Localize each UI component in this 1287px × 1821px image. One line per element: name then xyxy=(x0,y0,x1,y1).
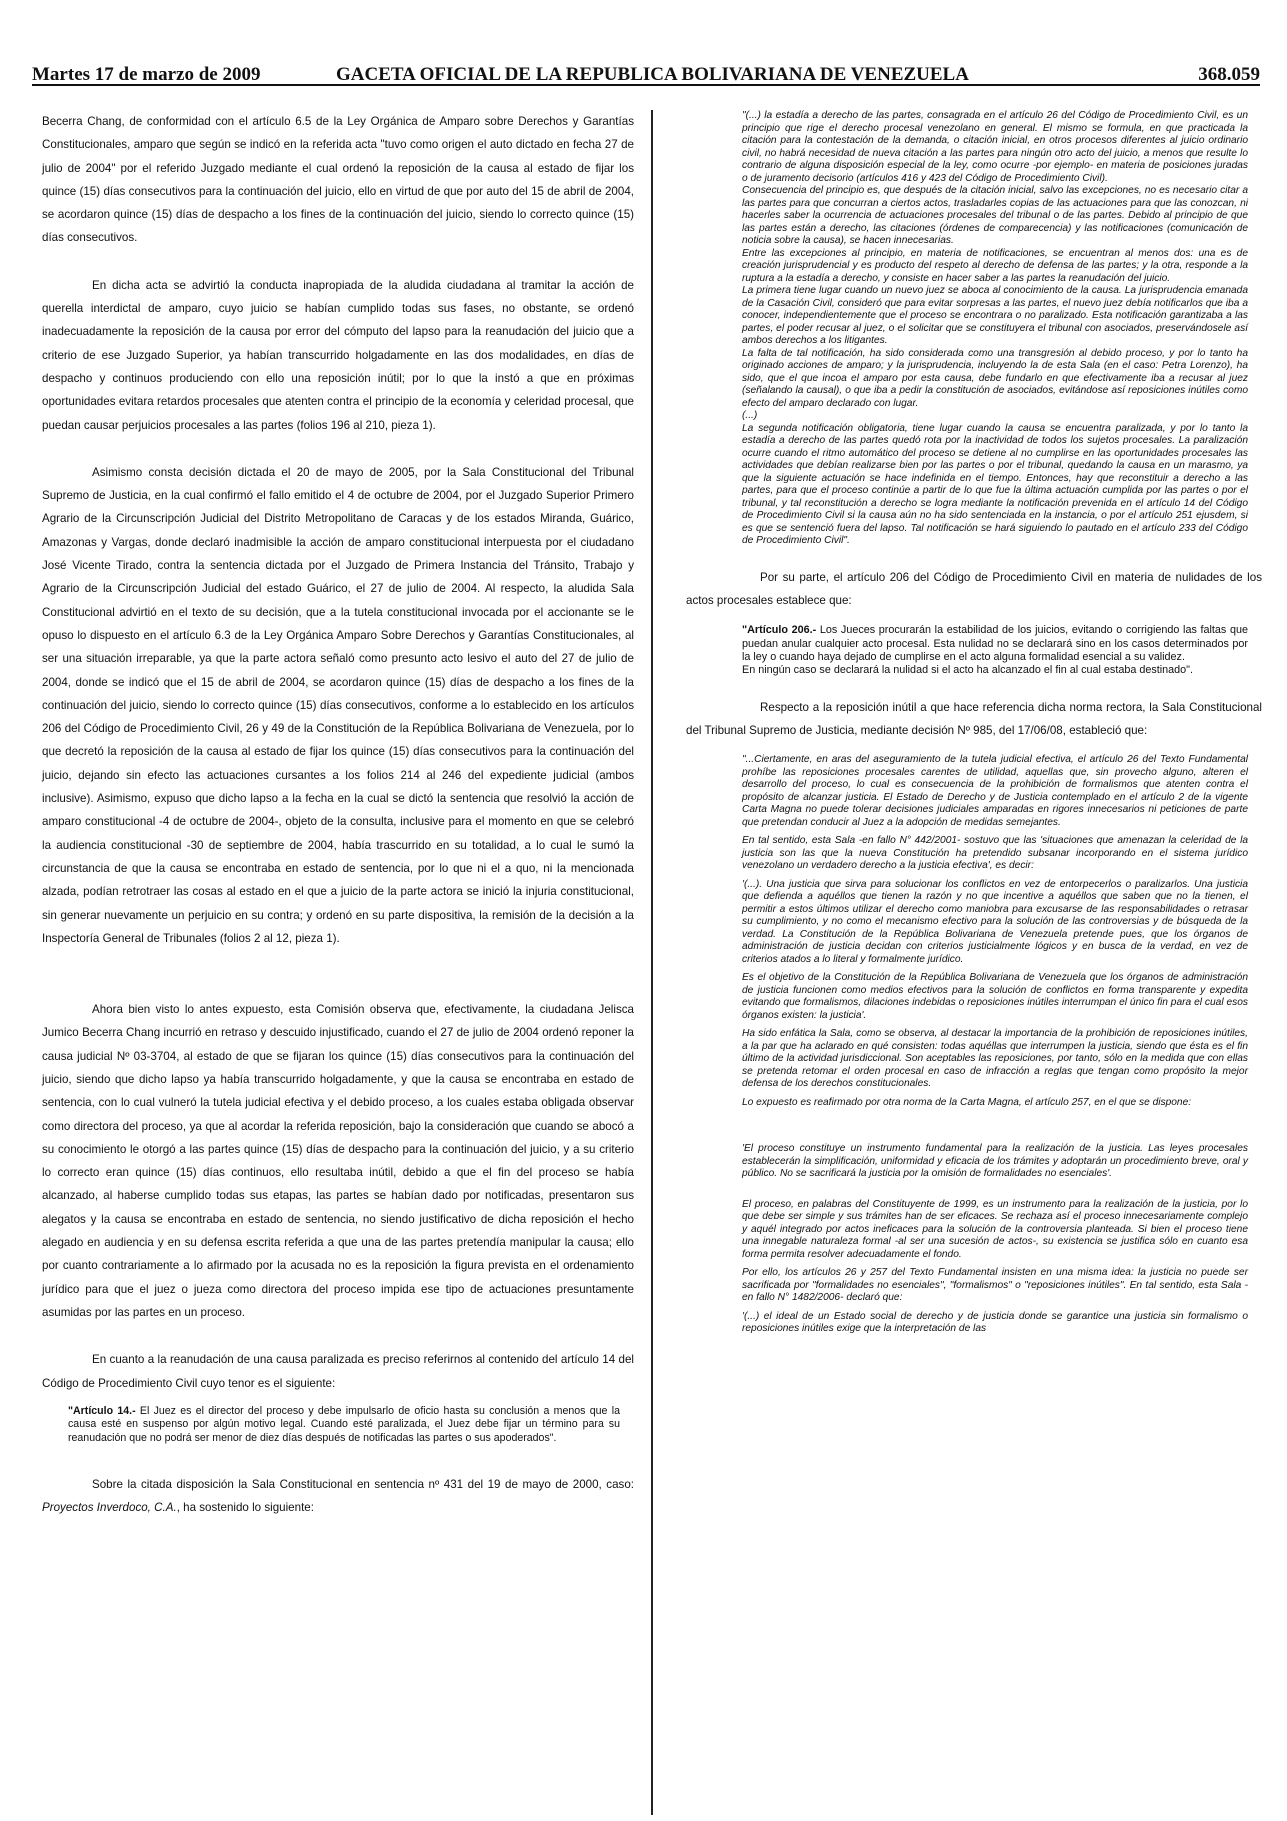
left-column xyxy=(42,110,634,1520)
quote-paragraph: (...) xyxy=(742,410,758,421)
article-206-quote xyxy=(742,624,1248,678)
quote-body: El Juez es el director del proceso y debe impulsarlo de oficio hasta su conclusión a menos que la causa esté en suspenso por algún motivo legal. Cuando esté paralizada, el Juez debe fijar un término para su reanudación que no podrá ser menor de diez días después de notificadas las partes o sus apoderados". xyxy=(68,1404,620,1444)
paragraph: En dicha acta se advirtió la conducta inapropiada de la aludida ciudadana al tramitar la acción de querella interdictal de amparo, cuyo juicio se habían cumplido todas sus fases, no obstante, se ordenó inadecuadamente la reposición de la causa por error del cómputo del lapso para la reanudación del juicio que a criterio de ese Juzgado Superior, ya habían transcurrido holgadamente en las dos modalidades, en días de despacho y continuos produciendo con ello una reposición inútil; por lo que la instó a que en próximas oportunidades evitara retardos procesales que atenten contra el principio de la economía y celeridad procesal, que puedan causar perjuicios procesales a las partes (folios 196 al 210, pieza 1). xyxy=(42,278,634,432)
quote-paragraph: En tal sentido, esta Sala -en fallo N° 442/2001- sostuvo que las 'situaciones que amenazan la celeridad de la justicia son las que la nueva Constitución ha pretendido subsanar incorporando en el sistema jurídico venezolano un verdadero derecho a la justicia efectiva', es decir: xyxy=(742,835,1248,872)
quote-paragraph: Entre las excepciones al principio, en materia de notificaciones, se encuentran al menos dos: una es de creación jurisprudencial y es producto del respeto al derecho de defensa de las partes; y la otra, responde a la ruptura a la estadía a derecho, y consiste en hacer saber a las partes la reanudación del juicio. xyxy=(742,247,1248,284)
jurisprudence-quote xyxy=(686,110,1262,548)
case-name: Proyectos Inverdoco, C.A. xyxy=(42,1501,177,1515)
quote-heading: "Artículo 206.- xyxy=(742,624,817,637)
quote-paragraph: La falta de tal notificación, ha sido considerada como una transgresión al debido proceso, y por lo tanto ha originado acciones de amparo; y la jurisprudencia, incluyendo la de esta Sala (en el caso: Petra Lorenzo), ha sido, que el que incoa el amparo por esta causa, debe fundarlo en que efectivamente iba a recusar al juez (señalando la causal), o que iba a pedir la constitución de asociados, evitándose así reposiciones inútiles como efecto del amparo declarado con lugar. xyxy=(742,347,1248,409)
quote-paragraph: "(...) la estadía a derecho de las partes, consagrada en el artículo 26 del Código de Procedimiento Civil, es un principio que rige el derecho procesal venezolano en general. El mismo se formula, en que practicada la citación para la contestación de la demanda, o citación inicial, en otros procesos diferentes al juicio ordinario civil, no habrá necesidad de nueva citación a las partes para ningún otro acto del juicio, a menos que resulte lo contrario de alguna disposición especial de la ley, como ocurre -por ejemplo- en materia de posiciones juradas o de juramento decisorio (artículos 416 y 423 del Código de Procedimiento Civil). xyxy=(742,110,1248,184)
paragraph: Asimismo consta decisión dictada el 20 de mayo de 2005, por la Sala Constitucional del Tribunal Supremo de Justicia, en la cual confirmó el fallo emitido el 4 de octubre de 2004, por el Juzgado Superior Primero Agrario de la Circunscripción Judicial del Distrito Metropolitano de Caracas y de los estados Miranda, Guárico, Amazonas y Vargas, donde declaró inadmisible la acción de amparo constitucional interpuesta por el ciudadano José Vicente Tirado, contra la sentencia dictada por el Juzgado de Primera Instancia del Tránsito, Trabajo y Agrario de la Circunscripción Judicial del estado Guárico, el 27 de julio de 2004. Al respecto, la aludida Sala Constitucional advirtió en el texto de su decisión, que a la tutela constitucional invocada por el accionante se le opuso lo dispuesto en el artículo 6.3 de la Ley Orgánica Amparo Sobre Derechos y Garantías Constitucionales, al ser una situación irreparable, ya que la parte actora señaló como presunto acto lesivo el auto del 27 de julio de 2004, donde se indicó que el 15 de abril de 2004, se acordaron quince (15) días de despacho a los fines de la continuación del juicio, siendo lo correcto quince (15) días consecutivos, conforme a lo establecido en los artículos 206 del Código de Procedimiento Civil, 26 y 49 de la Constitución de la República Bolivariana de Venezuela, por lo que decretó la reposición de la causa al estado de fijar los quince (15) días consecutivos para la continuación del juicio, dejando sin efecto las actuaciones cursantes a los folios 214 al 246 del expediente judicial (ambos inclusive). Asimismo, expuso que dicho lapso a la fecha en la cual se dictó la sentencia que resolvió la acción de amparo constitucional -4 de octubre de 2004-, objeto de la consulta, inclusive para el momento en que se celebró la audiencia constitucional -30 de septiembre de 2004, había trascurrido en su totalidad, a lo cual le sumó la circunstancia de que la causa se encontraba en estado de sentencia, por lo que ni el a quo, ni la mencionada alzada, podían retrotraer las cosas al estado en el que a juicio de la parte actora se inició la injuria constitucional, sin generar nuevamente un perjuicio en su contra; y ordenó en su parte dispositiva, la remisión de la decisión a la Inspectoría General de Tribunales (folios 2 al 12, pieza 1). xyxy=(42,465,634,945)
quote-paragraph: '(...). Una justicia que sirva para solucionar los conflictos en vez de entorpecerlos o paralizarlos. Una justicia que defienda a aquéllos que tienen la razón y no que incentive a aquéllos que saben que no la tienen, el permitir a estos últimos utilizar el derecho como maniobra para excusarse de las responsabilidades o retrasar su cumplimiento, y no como el mecanismo efectivo para la solución de las controversias y de búsqueda de la verdad. La Constitución de la República Bolivariana de Venezuela pretende pues, que los órganos de administración de justicia decidan con criterios justicialmente lógicos y en busca de la verdad, en vez de criterios atados a lo literal y formalmente jurídico. xyxy=(742,878,1248,965)
quote-paragraph: El proceso, en palabras del Constituyente de 1999, es un instrumento para la realización de la justicia, por lo que debe ser simple y sus trámites han de ser eficaces. Se rechaza así el proceso innecesariamente complejo y aquél integrado por actos ineficaces para la solución de la controversia planteada. Si bien el proceso tiene una innegable naturaleza formal -al ser una sucesión de actos-, su existencia se justifica sólo en cuanto esa forma permita resolver adecuadamente el fondo. xyxy=(742,1198,1248,1260)
gazette-header xyxy=(32,58,1260,86)
right-column xyxy=(686,110,1262,1336)
quote-paragraph: Por ello, los artículos 26 y 257 del Texto Fundamental insisten en una misma idea: la justicia no puede ser sacrificada por "formalidades no esenciales", "formalismos" o "reposiciones inútiles". En tal sentido, esta Sala -en fallo N° 1482/2006- declaró que: xyxy=(742,1267,1248,1304)
page-number: 368.059 xyxy=(1198,64,1260,85)
quote-paragraph: "...Ciertamente, en aras del aseguramiento de la tutela judicial efectiva, el artículo 26 del Texto Fundamental prohíbe las reposiciones procesales carentes de utilidad, aquellas que, sin provecho alguno, alteren el desarrollo del proceso, lo cual es consecuencia de la prohibición de formalismos que atenten contra el propósito de alcanzar justicia. El Estado de Derecho y de Justicia contemplado en el artículo 2 de la vigente Carta Magna no puede tolerar decisiones judiciales amparadas en rigores innecesarios ni peticiones de parte que pretendan conducir al Juez a la adopción de medidas semejantes. xyxy=(742,754,1248,828)
gazette-title: GACETA OFICIAL DE LA REPUBLICA BOLIVARIANA DE VENEZUELA xyxy=(336,64,969,85)
quote-paragraph: Es el objetivo de la Constitución de la República Bolivariana de Venezuela que los órganos de administración de justicia funcionen como medios efectivos para la solución de conflictos en forma transparente y expedita evitando que formalismos, dilaciones indebidas o reposiciones inútiles interrumpan el único fin para el cual esos órganos existen: la justicia'. xyxy=(742,972,1248,1021)
paragraph: Por su parte, el artículo 206 del Código de Procedimiento Civil en materia de nulidades de los actos procesales establece que: xyxy=(686,570,1262,607)
quote-paragraph: 'El proceso constituye un instrumento fundamental para la realización de la justicia. Las leyes procesales establecerán la simplificación, uniformidad y eficacia de los trámites y adoptarán un procedimiento breve, oral y público. No se sacrificará la justicia por la omisión de formalidades no esenciales'. xyxy=(742,1143,1248,1180)
paragraph: Ahora bien visto lo antes expuesto, esta Comisión observa que, efectivamente, la ciudadana Jelisca Jumico Becerra Chang incurrió en retraso y descuido injustificado, cuando el 27 de julio de 2004 ordenó reponer la causa judicial Nº 03-3704, al estado de que se fijaran los quince (15) días consecutivos para la continuación del juicio, siendo que dicho lapso ya había transcurrido holgadamente, y que la causa se encontraba en estado de sentencia, con lo cual vulneró la tutela judicial efectiva y el debido proceso, a los cuales estaba obligada observar como directora del proceso, ya que al acordar la referida reposición, bajo la consideración que cuando se abocó a su conocimiento le otorgó a las partes quince (15) días de despacho para la continuación del juicio, y a su criterio lo correcto eran quince (15) días continuos, ello resultaba inútil, debido a que el fin del proceso se había alcanzado, al haberse cumplido todas sus etapas, las partes se habían dado por notificadas, presentaron sus alegatos y la causa se encontraba en estado de sentencia, no siendo justificativo de dicha reposición el hecho alegado en audiencia y en su defensa escrita referida a que una de las partes pretendía manipular la causa; ello por cuanto contrariamente a lo afirmado por la acusada no es la reposición la figura prevista en el ordenamiento jurídico para que el juez o jueza como directora del proceso impida ese tipo de actuaciones presuntamente asumidas por las partes en un proceso. xyxy=(42,1003,634,1319)
issue-date: Martes 17 de marzo de 2009 xyxy=(32,64,261,85)
quote-paragraph: Lo expuesto es reafirmado por otra norma de la Carta Magna, el artículo 257, en el que se dispone: xyxy=(742,1096,1192,1108)
paragraph xyxy=(42,1473,634,1520)
sala-985-quote xyxy=(686,754,1262,1336)
column-divider xyxy=(651,110,653,1815)
quote-body: Los Jueces procurarán la estabilidad de los juicios, evitando o corrigiendo las faltas que puedan anular cualquier acto procesal. Esta nulidad no se declarará sino en los casos determinados por la ley o cuando haya dejado de cumplirse en el acto alguna formalidad esencial a su validez. xyxy=(742,624,1248,663)
paragraph-text: , ha sostenido lo siguiente: xyxy=(176,1501,314,1515)
paragraph: Respecto a la reposición inútil a que hace referencia dicha norma rectora, la Sala Constitucional del Tribunal Supremo de Justicia, mediante decisión Nº 985, del 17/06/08, estableció que: xyxy=(686,700,1262,738)
paragraph: En cuanto a la reanudación de una causa paralizada es preciso referirnos al contenido del artículo 14 del Código de Procedimiento Civil cuyo tenor es el siguiente: xyxy=(42,1353,634,1390)
paragraph-text: Sobre la citada disposición la Sala Constitucional en sentencia nº 431 del 19 de mayo de 2000, caso: xyxy=(92,1478,634,1492)
quote-paragraph: '(...) el ideal de un Estado social de derecho y de justicia donde se garantice una justicia sin formalismo o reposiciones inútiles exige que la interpretación de las xyxy=(742,1310,1248,1335)
quote-body: En ningún caso se declarará la nulidad si el acto ha alcanzado el fin al cual estaba destinado". xyxy=(742,664,1194,677)
quote-paragraph: La primera tiene lugar cuando un nuevo juez se aboca al conocimiento de la causa. La jurisprudencia emanada de la Casación Civil, consideró que para evitar sorpresas a las partes, el nuevo juez debía notificarlos que iba a conocer, independientemente que el proceso se encontrara o no paralizado. Esta notificación garantizaba a las partes, el poder recusar al juez, o el solicitar que se constituyera el tribunal con asociados, preservándosele así ambos derechos a los litigantes. xyxy=(742,285,1248,346)
quote-heading: "Artículo 14.- xyxy=(68,1404,136,1417)
paragraph: Becerra Chang, de conformidad con el artículo 6.5 de la Ley Orgánica de Amparo sobre Derechos y Garantías Constitucionales, amparo que según se indicó en la referida acta "tuvo como origen el auto dictado en fecha 27 de julio de 2004" por el referido Juzgado mediante el cual ordenó la reposición de la causa al estado de fijar los quince (15) días consecutivos para la continuación del juicio, ello en virtud de que por auto del 15 de abril de 2004, se acordaron quince (15) días de despacho a los fines de la continuación del juicio, siendo lo correcto quince (15) días consecutivos. xyxy=(42,115,634,245)
quote-paragraph: La segunda notificación obligatoria, tiene lugar cuando la causa se encuentra paralizada, y por lo tanto la estadía a derecho de las partes quedó rota por la inactividad de todos los sujetos procesales. La paralización ocurre cuando el ritmo automático del proceso se detiene al no cumplirse en las oportunidades procesales las actividades que debían realizarse bien por las partes o por el tribunal, quedando la causa en un marasmo, ya que la siguiente actuación se hace indefinida en el tiempo. Entonces, hay que reconstituir a derecho a las partes, para que el proceso continúe a partir de lo que fue la última actuación cumplida por las partes o por el tribunal, y tal reconstitución a derecho se logra mediante la notificación prevenida en el artículo 14 del Código de Procedimiento Civil si la causa aún no ha sido sentenciada en la instancia, o por el artículo 251 ejusdem, si es que se sentenció fuera del lapso. Tal notificación se hará siguiendo lo pautado en el artículo 233 del Código de Procedimiento Civil". xyxy=(742,422,1248,546)
article-14-quote xyxy=(68,1405,620,1445)
quote-paragraph: Ha sido enfática la Sala, como se observa, al destacar la importancia de la prohibición de reposiciones inútiles, a la par que ha aclarado en qué consisten: todas aquéllas que interrumpen la justicia, siendo que ésta es el fin último de la actividad jurisdiccional. Son aceptables las reposiciones, por tanto, sólo en la medida que con ellas se pretenda retomar el orden procesal en caso de infracción a reglas que tengan como propósito la mejor defensa de los derechos constitucionales. xyxy=(742,1028,1248,1090)
quote-paragraph: Consecuencia del principio es, que después de la citación inicial, salvo las excepciones, no es necesario citar a las partes para que concurran a ciertos actos, trasladarles copias de las actuaciones para que las conozcan, ni hacerles saber la ocurrencia de actuaciones procesales del tribunal o de las partes. Debido al principio de que las partes están a derecho, las citaciones (órdenes de comparecencia) y las notificaciones (comunicación de noticia sobre la causa), se hacen innecesarias. xyxy=(742,185,1248,246)
